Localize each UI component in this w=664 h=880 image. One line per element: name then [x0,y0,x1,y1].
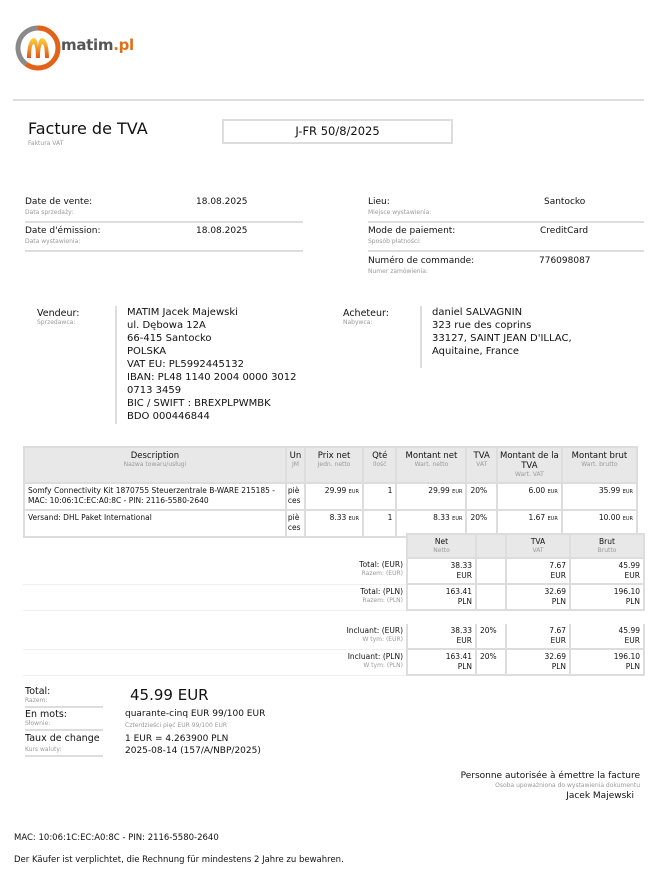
summary-rate-value: 1 EUR = 4.263900 PLN [125,734,229,744]
payment-sub: Sposób płatności: [368,238,421,245]
column-header-label: TVA [473,451,490,461]
issue-date-label: Date d'émission: [25,226,101,236]
total-row-net [407,584,476,610]
currency-code: PLN [551,597,566,606]
including-row-sub: W tym: (EUR) [362,636,403,643]
footer-note: Der Käufer ist verplichtet, die Rechnung für mindestens 2 Jahre zu bewahren. [14,855,344,865]
payment-row [368,226,644,252]
column-header [466,447,496,483]
total-row-rate [476,558,506,584]
column-header-sub: Wart. netto [414,461,449,468]
item-unit-price-value: 29.99 [324,486,347,495]
total-row-vat [506,584,570,610]
including-row-rate [476,624,506,649]
including-row-gross-value: 196.10 [613,652,640,661]
invoice-number: J-FR 50/8/2025 [222,119,453,144]
buyer-sub: Nabywca: [343,319,373,326]
column-header [363,447,396,483]
totals-column-sub: Brutto [597,547,617,554]
summary-total-label-block [25,686,103,708]
logo-icon [14,24,62,72]
seller-line: MATIM Jacek Majewski [127,307,238,318]
column-header-label: Prix net [317,451,351,461]
column-header-sub: VAT [476,461,488,468]
column-header-sub: Jedn. netto [317,461,351,468]
item-description: Somfy Connectivity Kit 1870755 Steuerzentrale B-WARE 215185 - MAC: 10:06:1C:EC:A0:8C - PIN: 2116-5580-2640 [24,483,286,510]
item-net-value: 29.99 [428,486,450,495]
totals-column-sub: VAT [532,547,544,554]
total-row-sub: Razem: (PLN) [362,596,403,604]
totals-column-label: Brut [599,537,615,546]
column-header-sub: Ilość [372,461,387,468]
seller-line: IBAN: PL48 1140 2004 0000 3012 [127,372,297,383]
summary-rate-sub: Kurs waluty: [25,746,62,753]
currency-code: EUR [622,489,633,495]
total-row-label-cell [23,584,407,610]
including-row [23,649,644,675]
item-vat-value: 6.00 [528,486,546,495]
sale-date-sub: Data sprzedaży: [25,209,74,216]
summary-rate-label-block [25,733,103,757]
currency-code: PLN [457,662,472,671]
item-vat-value: 1.67 [528,513,546,522]
totals-column-header [570,534,644,558]
item-qty-value: 1 [387,486,393,495]
currency-code: EUR [547,489,558,495]
column-header [497,447,562,483]
payment-label: Mode de paiement: [368,226,456,236]
items-header-row [24,447,637,483]
sale-date-label: Date de vente: [25,197,93,207]
items-table [23,446,638,538]
currency-code: EUR [624,636,640,645]
buyer-line: 33127, SAINT JEAN D'ILLAC, [432,333,572,344]
including-row-net-value: 163.41 [445,652,472,661]
table-row [24,483,637,510]
including-row-vat-value: 7.67 [549,626,566,635]
issue-date-row [25,226,303,252]
including-row-gross-value: 45.99 [618,626,640,635]
currency-code: PLN [625,662,640,671]
summary-words-value: quarante-cinq EUR 99/100 EUR [125,709,266,719]
currency-code: EUR [452,516,463,522]
currency-code: EUR [456,636,472,645]
seller-line: VAT EU: PL5992445132 [127,359,244,370]
buyer-label: Acheteur: [343,308,389,319]
currency-code: EUR [550,636,566,645]
seller-line: POLSKA [127,346,167,357]
column-header [286,447,305,483]
including-row-net [407,649,476,675]
including-row [23,624,644,649]
item-unit-price [305,483,363,510]
total-row-net-value: 163.41 [445,587,472,596]
seller-line: 66-415 Santocko [127,333,212,344]
totals-column-label: Net [434,537,449,546]
spacer [23,610,644,624]
sale-date-value: 18.08.2025 [196,197,248,207]
currency-code: EUR [348,516,359,522]
column-header-label: Montant net [405,451,458,461]
signature-sub: Osoba upoważniona do wystawienia dokumentu [495,782,640,789]
issue-date-value: 18.08.2025 [196,226,248,236]
including-row-rate [476,649,506,675]
item-gross-value: 35.99 [598,486,621,495]
currency-code: EUR [622,516,633,522]
summary-total-label: Total: [25,686,51,697]
column-header-label: Un [289,451,302,461]
seller-label: Vendeur: [37,308,80,319]
including-row-rate-value: 20% [480,652,497,661]
total-row-label-cell [23,558,407,584]
including-row-net-value: 38.33 [450,626,472,635]
order-number-label: Numéro de commande: [368,256,475,266]
signature-name: Jacek Majewski [566,791,634,801]
summary-rate-row [25,733,303,757]
signature-block [461,770,640,802]
total-row-label: Total: (EUR) [359,560,403,569]
totals-column-header [476,534,506,558]
item-net [396,483,466,510]
totals-table [23,533,645,676]
order-number-value: 776098087 [539,256,591,266]
item-vat-rate [466,483,496,510]
item-description: Versand: DHL Paket International [24,510,286,537]
currency-code: EUR [550,571,566,580]
including-row-vat [506,624,570,649]
column-header-sub: JM [292,461,299,468]
total-row-net [407,558,476,584]
buyer-line: Aquitaine, France [432,346,520,357]
place-label: Lieu: [368,197,390,207]
order-number-sub: Numer zamówienia: [368,268,428,275]
item-qty-value: 1 [387,513,393,522]
summary-total-value: 45.99 EUR [130,686,209,704]
currency-code: EUR [624,571,640,580]
summary-words-sub: Słownie: [25,720,51,727]
seller-label-block [37,308,79,327]
column-header-label: Qté [372,451,388,461]
item-vat-rate-value: 20% [470,486,488,495]
including-row-label: Incluant: (PLN) [347,651,403,661]
including-row-sub: W tym: (PLN) [363,661,403,669]
total-row-rate [476,584,506,610]
totals-column-sub: Netto [433,547,450,554]
total-row-sub: Razem: (EUR) [361,570,403,577]
totals-header-row [23,534,644,558]
total-row-vat-value: 7.67 [549,561,566,570]
including-row-label-cell [23,649,407,675]
seller-details [115,306,297,424]
item-vat-rate-value: 20% [470,513,488,522]
column-header [396,447,466,483]
total-row-label: Total: (PLN) [360,586,403,596]
total-row-gross [570,584,644,610]
summary-rate-label: Taux de change [25,733,100,744]
summary-total-row [25,686,303,708]
currency-code: PLN [457,597,472,606]
including-row-vat [506,649,570,675]
including-row-net [407,624,476,649]
footer-mac-line: MAC: 10:06:1C:EC:A0:8C - PIN: 2116-5580-2640 [14,833,219,843]
column-header-label: Montant brut [571,451,628,461]
order-number-row [368,256,644,278]
document-title: Facture de TVA [28,119,148,138]
signature-label: Personne autorisée à émettre la facture [460,771,640,781]
currency-code: EUR [452,489,463,495]
currency-code: PLN [551,662,566,671]
total-row-gross [570,558,644,584]
logo-text: matim.pl [61,36,134,54]
buyer-label-block [343,308,389,327]
column-header-label: Description [130,451,180,461]
header-divider [13,99,644,101]
summary-words-label: En mots: [25,709,67,720]
column-header-sub: Wart. VAT [514,471,544,478]
total-row [23,584,644,610]
totals-column-label: TVA [530,537,546,546]
item-unit: pièces [286,483,305,510]
document-title-sub: Faktura VAT [28,140,64,147]
buyer-line: 323 rue des coprins [432,320,532,331]
totals-column-header [506,534,570,558]
place-sub: Miejsce wystawienia: [368,209,432,216]
currency-code: EUR [456,571,472,580]
payment-value: CreditCard [540,226,589,236]
including-row-gross [570,624,644,649]
currency-code: EUR [547,516,558,522]
column-header [562,447,637,483]
column-header [305,447,363,483]
seller-line: BIC / SWIFT : BREXPLPWMBK [127,398,271,409]
buyer-line: daniel SALVAGNIN [432,307,523,318]
seller-line: ul. Dębowa 12A [127,320,206,331]
column-header-sub: Wart. brutto [581,461,618,468]
seller-line: BDO 000446844 [127,411,210,422]
place-value: Santocko [544,197,586,207]
item-gross-value: 10.00 [598,513,621,522]
totals-column-header [407,534,476,558]
summary-rate-date: 2025-08-14 (157/A/NBP/2025) [125,746,261,756]
seller-line: 0713 3459 [127,385,182,396]
summary-words-label-block [25,709,103,731]
item-vat [497,483,562,510]
total-row-vat [506,558,570,584]
item-gross [562,483,637,510]
including-row-label-cell [23,624,407,649]
total-row-vat-value: 32.69 [544,587,566,596]
total-row-gross-value: 196.10 [613,587,640,596]
column-header-label: Montant de la TVA [499,451,559,471]
sale-date-row [25,197,303,223]
issue-date-sub: Data wystawienia: [25,238,81,245]
including-row-rate-value: 20% [480,626,497,635]
place-row [368,197,644,223]
column-header [24,447,286,483]
column-header-sub: Nazwa towaru/usługi [123,461,187,468]
total-row [23,558,644,584]
including-row-vat-value: 32.69 [544,652,566,661]
summary-words-row [25,709,303,731]
item-unit-price-value: 8.33 [329,513,347,522]
total-row-net-value: 38.33 [450,561,472,570]
summary-total-sub: Razem: [25,697,48,704]
including-row-gross [570,649,644,675]
total-row-gross-value: 45.99 [618,561,640,570]
seller-sub: Sprzedawca: [37,319,76,326]
item-unit: pièces [286,510,305,537]
item-net-value: 8.33 [433,513,450,522]
currency-code: PLN [625,597,640,606]
currency-code: EUR [348,489,359,495]
including-row-label: Incluant: (EUR) [346,626,403,635]
summary-words-value-sub: Czterdzieści pięć EUR 99/100 EUR [125,722,228,729]
buyer-details [420,306,572,368]
item-qty [363,483,396,510]
